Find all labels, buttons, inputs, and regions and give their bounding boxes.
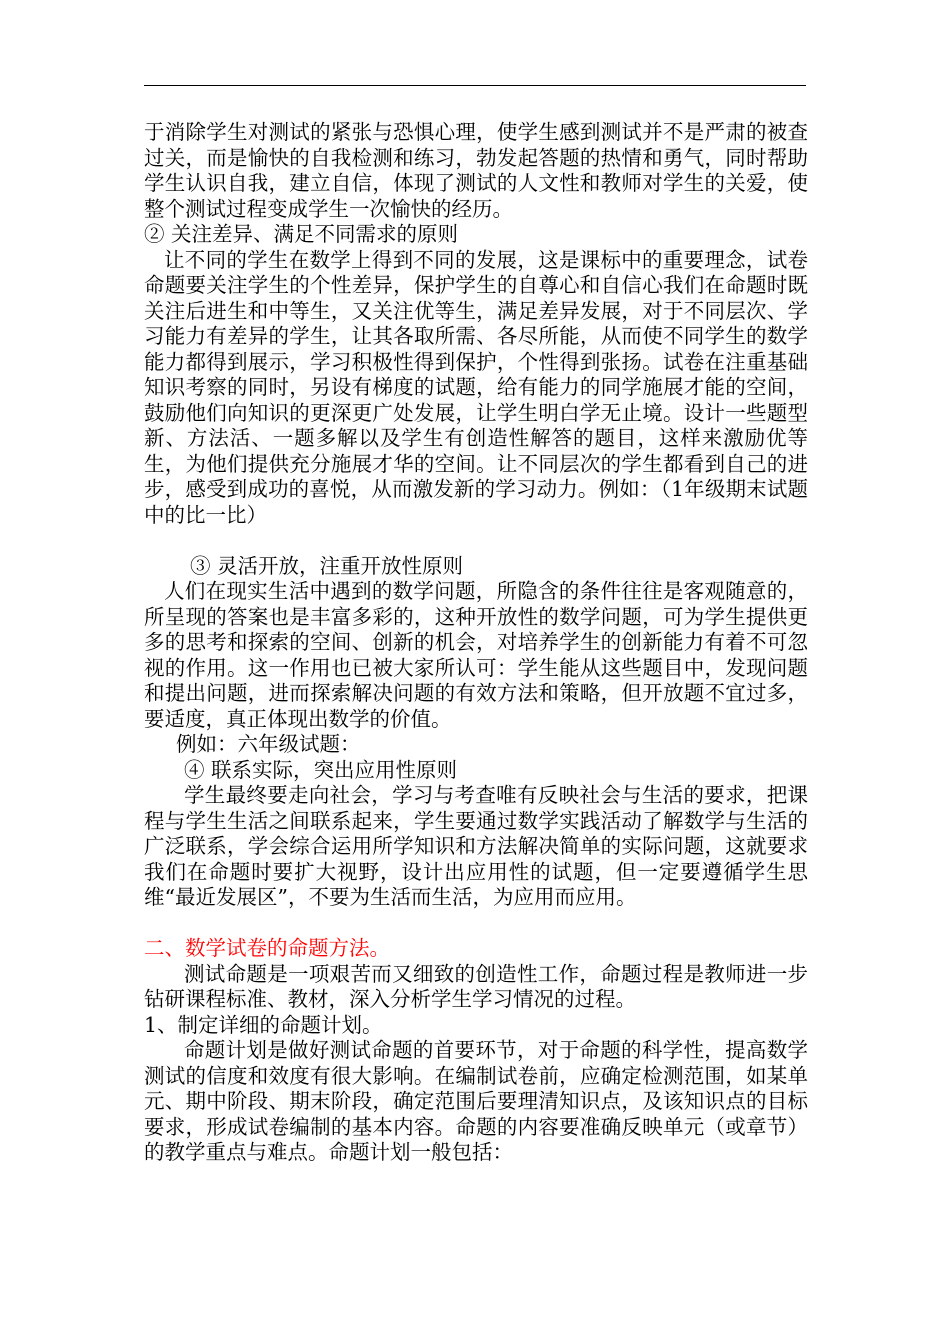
principle-2-heading: ② 关注差异、满足不同需求的原则 [144, 222, 459, 246]
blank-line [144, 911, 808, 937]
principle-3-body: 人们在现实生活中遇到的数学问题，所隐含的条件往往是客观随意的，所呈现的答案也是丰富多彩的，这种开放性的数学问题，可为学生提供更多的思考和探索的空间、创新的机会，对培养学生的创新能力有着不可忽视的作用。这一作用也已被大家所认可：学生能从这些题目中，发现问题和提出问题，进而探索解决问题的有效方法和策略，但开放题不宜过多，要适度，真正体现出数学的价值。 [144, 579, 808, 731]
principle-4-heading: ④ 联系实际，突出应用性原则 [184, 757, 458, 782]
document-body [144, 120, 808, 1166]
paragraph-intro-continuation: 于消除学生对测试的紧张与恐惧心理，使学生感到测试并不是严肃的被查过关，而是愉快的自我检测和练习，勃发起答题的热情和勇气，同时帮助学生认识自我，建立自信，体现了测试的人文性和教师对学生的关爱，使整个测试过程变成学生一次愉快的经历。 [144, 120, 808, 221]
subsection-1-heading: 1、制定详细的命题计划。 [144, 1012, 383, 1037]
principle-2-body: 让不同的学生在数学上得到不同的发展，这是课标中的重要理念，试卷命题要关注学生的个性差异，保护学生的自尊心和自信心我们在命题时既关注后进生和中等生，又关注优等生，满足差异发展，对于不同层次、学习能力有差异的学生，让其各取所需、各尽所能，从而使不同学生的数学能力都得到展示，学习积极性得到保护，个性得到张扬。试卷在注重基础知识考察的同时，另设有梯度的试题，给有能力的同学施展才能的空间，鼓励他们向知识的更深更广处发展，让学生明白学无止境。设计一些题型新、方法活、一题多解以及学生有创造性解答的题目，这样来激励优等生，为他们提供充分施展才华的空间。让不同层次的学生都看到自己的进步，感受到成功的喜悦，从而激发新的学习动力。例如：（1年级期末试题中的比一比） [144, 247, 808, 527]
header-rule [144, 85, 806, 86]
section-2-heading: 二、数学试卷的命题方法。 [144, 936, 390, 960]
blank-line [144, 528, 808, 554]
subsection-1-body: 命题计划是做好测试命题的首要环节，对于命题的科学性，提高数学测试的信度和效度有很大影响。在编制试卷前，应确定检测范围，如某单元、期中阶段、期末阶段，确定范围后要理清知识点，及该知识点的目标要求，形成试卷编制的基本内容。命题的内容要准确反映单元（或章节）的教学重点与难点。命题计划一般包括： [144, 1038, 808, 1164]
section-2-intro: 测试命题是一项艰苦而又细致的创造性工作，命题过程是教师进一步钻研课程标准、教材，深入分析学生学习情况的过程。 [144, 961, 808, 1011]
principle-3-heading: ③ 灵活开放，注重开放性原则 [190, 553, 464, 578]
example-grade-six: 例如：六年级试题： [176, 732, 361, 756]
principle-4-body: 学生最终要走向社会，学习与考查唯有反映社会与生活的要求，把课程与学生生活之间联系起来，学生要通过数学实践活动了解数学与生活的广泛联系，学会综合运用所学知识和方法解决简单的实际问题，这就要求我们在命题时要扩大视野，设计出应用性的试题，但一定要遵循学生思维“最近发展区”，不要为生活而生活，为应用而应用。 [144, 783, 808, 909]
